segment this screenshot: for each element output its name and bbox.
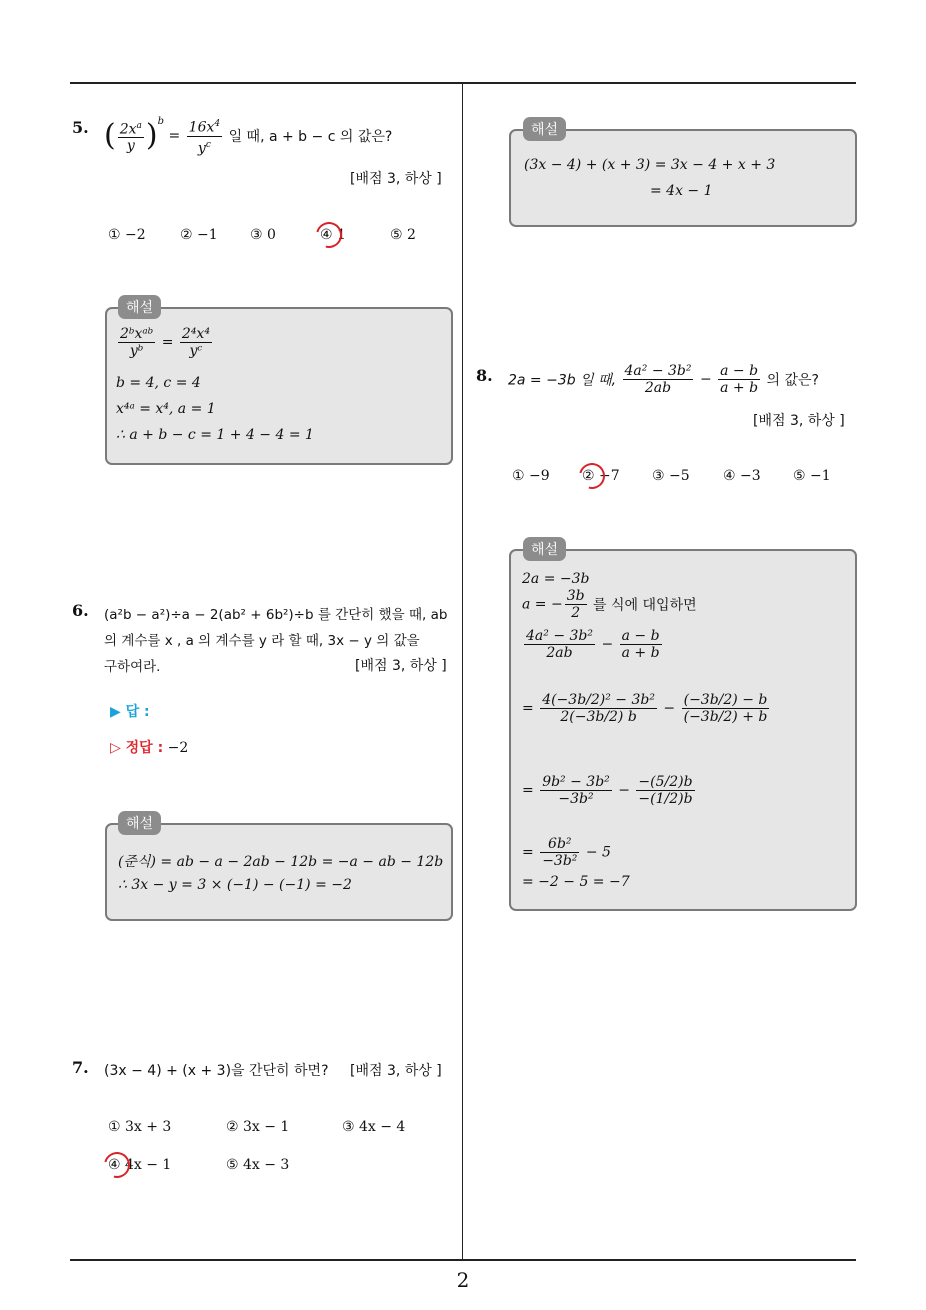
q5-number: 5. bbox=[72, 118, 89, 137]
column-divider bbox=[462, 84, 463, 1260]
q5-text: 일 때, a + b − c 의 값은? bbox=[228, 129, 393, 146]
q7-choice-3[interactable]: ③ 4x − 4 bbox=[342, 1119, 406, 1135]
bottom-rule bbox=[70, 1259, 856, 1261]
q8-sol-line1: 2a = −3b bbox=[522, 571, 590, 587]
q8-sol-line5: = $\frac{\text{9b² − 3b²}}{\text{−3b²}}$ − $\frac{-(5/2)b}{-(1/2)b}$ bbox=[522, 774, 693, 807]
q6-sol-line1: (준식) = ab − a − 2ab − 12b = −a − ab − 12b bbox=[118, 854, 444, 870]
q8-sol-line3: $\frac{\text{4a² − 3b²}}{2ab}$ − $\frac{a - b}{a + b}$ bbox=[526, 628, 660, 661]
q7-solution-box bbox=[509, 129, 857, 227]
q8-sol-line2: a = − $\frac{3b}{2}$ 를 식에 대입하면 bbox=[522, 588, 697, 621]
q5-lhs-den: y bbox=[126, 138, 135, 155]
q8-sol-line6: = $\frac{\text{6b²}}{\text{−3b²}}$ − 5 bbox=[522, 836, 611, 869]
q5-choice-3[interactable]: ③ 0 bbox=[250, 227, 276, 243]
q7-number: 7. bbox=[72, 1058, 89, 1077]
q8-choice-5[interactable]: ⑤ −1 bbox=[793, 468, 831, 484]
q5-sol-line3: x⁴ᵃ = x⁴, a = 1 bbox=[116, 401, 216, 417]
q7-choice-1[interactable]: ① 3x + 3 bbox=[108, 1119, 172, 1135]
q6-correct-label: ▷ 정답 : bbox=[110, 740, 164, 756]
q6-score: [배점 3, 하상 ] bbox=[355, 658, 447, 674]
q6-answer-label: ▶ 답 : bbox=[110, 704, 150, 720]
q6-sol-line2: ∴ 3x − y = 3 × (−1) − (−1) = −2 bbox=[118, 877, 352, 893]
q6-line1: (a²b − a²)÷a − 2(ab² + 6b²)÷b 를 간단히 했을 때, ab bbox=[104, 607, 448, 623]
q8-solution-tag: 해설 bbox=[523, 537, 566, 561]
q5-sol-line2: b = 4, c = 4 bbox=[116, 375, 201, 391]
q5-lhs-num: $2x^a$ bbox=[118, 118, 144, 139]
q7-solution-tag: 해설 bbox=[523, 117, 566, 141]
q7-text: (3x − 4) + (x + 3)을 간단히 하면? bbox=[104, 1063, 329, 1079]
q8-choice-4[interactable]: ④ −3 bbox=[723, 468, 761, 484]
q7-sol-line2: = 4x − 1 bbox=[650, 183, 713, 199]
q8-score: [배점 3, 하상 ] bbox=[753, 413, 845, 429]
q5-score: [배점 3, 하상 ] bbox=[350, 171, 442, 187]
q8-sol-line7: = −2 − 5 = −7 bbox=[522, 874, 630, 890]
q7-choice-2[interactable]: ② 3x − 1 bbox=[226, 1119, 290, 1135]
q5-choice-2[interactable]: ② −1 bbox=[180, 227, 218, 243]
q8-f2-num: a − b bbox=[720, 363, 759, 379]
q8-number: 8. bbox=[476, 366, 493, 385]
q6-number: 6. bbox=[72, 601, 89, 620]
q7-choice-4[interactable]: ④ 4x − 1 bbox=[108, 1157, 172, 1173]
q5-sol-line1: $\frac{\text{2ᵇxᵃᵇ}}{\text{yᵇ}}$ = $\frac{\text{2⁴x⁴}}{\text{yᶜ}}$ bbox=[120, 326, 210, 359]
q6-line2: 의 계수를 x , a 의 계수를 y 라 할 때, 3x − y 의 값을 bbox=[104, 633, 420, 649]
q8-sol-line4: = $\frac{\text{4(−3b/2)² − 3b²}}{2(-3b/2) b}$ − $\frac{(-3b/2) - b}{(-3b/2) + b}$ bbox=[522, 692, 768, 725]
q6-correct bbox=[110, 737, 188, 757]
q6-line3: 구하여라. bbox=[104, 659, 161, 675]
q5-answer-circle bbox=[311, 217, 347, 253]
q8-choice-2[interactable]: ② −7 bbox=[582, 468, 620, 484]
q5-choice-5[interactable]: ⑤ 2 bbox=[390, 227, 416, 243]
q7-choices bbox=[108, 1119, 428, 1179]
q6-solution-tag: 해설 bbox=[118, 811, 161, 835]
q5-outer-exp: b bbox=[157, 116, 165, 127]
q5-solution-tag: 해설 bbox=[118, 295, 161, 319]
q8-f1-den: 2ab bbox=[644, 380, 672, 396]
q6-solution-box bbox=[105, 823, 453, 921]
top-rule bbox=[70, 82, 856, 84]
q7-choice-5[interactable]: ⑤ 4x − 3 bbox=[226, 1157, 290, 1173]
q5-rhs-den: $y^c$ bbox=[197, 139, 211, 157]
q7-score: [배점 3, 하상 ] bbox=[350, 1063, 442, 1079]
q8-question: 2a = −3b 일 때, $\frac{\text{4a² − 3b²}}{2ab}$ − $\frac{a - b}{a + b}$ 의 값은? bbox=[508, 363, 819, 396]
q5-sol-line4: ∴ a + b − c = 1 + 4 − 4 = 1 bbox=[116, 427, 314, 443]
q5-choice-4[interactable]: ④ 1 bbox=[320, 227, 346, 243]
q8-f1-num: 4a² − 3b² bbox=[624, 363, 692, 379]
q8-choice-3[interactable]: ③ −5 bbox=[652, 468, 690, 484]
q8-choice-1[interactable]: ① −9 bbox=[512, 468, 550, 484]
q5-question: ( $\frac{2x^a}{y}$ )$^b$ = $\frac{16x^4}{y^c}$ 일 때, a + b − c 의 값은? bbox=[104, 116, 393, 157]
page-number: 2 bbox=[456, 1268, 470, 1292]
q6-correct-value: −2 bbox=[167, 740, 189, 756]
q7-sol-line1: (3x − 4) + (x + 3) = 3x − 4 + x + 3 bbox=[524, 157, 776, 173]
q5-rhs-num: $16x^4$ bbox=[187, 116, 222, 137]
q8-f2-den: a + b bbox=[720, 380, 759, 396]
q8-answer-circle bbox=[574, 458, 610, 494]
q5-choice-1[interactable]: ① −2 bbox=[108, 227, 146, 243]
